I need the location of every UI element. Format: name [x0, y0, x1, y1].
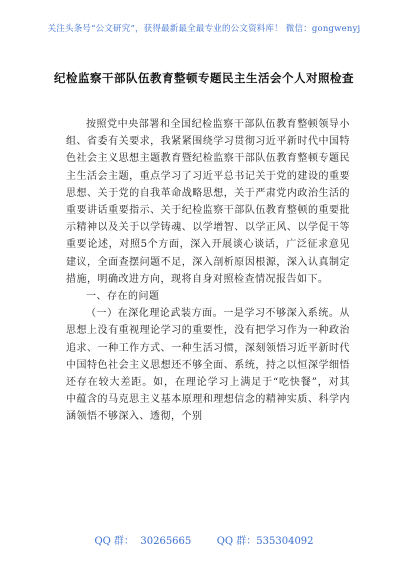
document-title: 纪检监察干部队伍教育整顿专题民主生活会个人对照检查	[54, 71, 354, 85]
section-heading-problems: 一、存在的问题	[86, 291, 160, 303]
promo-banner: 关注头条号“公文研究”，获得最新最全最专业的公文资料库！ 微信：gongwenyj	[47, 24, 361, 34]
subsection-text: 一是学习不够深入系统。从思想上没有重视理论学习的重要性，没有把学习作为一种政治追求、一种工作方式、一种生活习惯，深刻领悟习近平新时代中国特色社会主义思想还不够全面、系统，持之以恒深学细悟还存在较大差距。如，在理论学习上满足于“吃快餐”，对其中蕴含的马克思主义基本原理和理想信念的精神实质、科学内涵领悟不够深入、透彻，个别	[66, 308, 350, 423]
document-body	[66, 116, 350, 426]
footer-qq-groups: QQ 群： 30265665 QQ 群：535304092	[94, 536, 314, 547]
subsection-theory	[66, 305, 350, 425]
intro-paragraph: 按照党中央部署和全国纪检监察干部队伍教育整顿领导小组、省委有关要求，我紧紧围绕学习贯彻习近平新时代中国特色社会主义思想主题教育暨纪检监察干部队伍教育整顿专题民主生活会主题，重点学习了习近平总书记关于党的建设的重要思想、关于党的自我革命战略思想，关于严肃党内政治生活的重要讲话重要指示、关于纪检监察干部队伍教育整顿的重要批示精神以及关于以学铸魂、以学增智、以学正风、以学促干等重要论述，对照5个方面，深入开展谈心谈话，广泛征求意见建议，全面查摆问题不足，深入剖析原因根源，深入认真制定措施，明确改进方向，现将自身对照检查情况报告如下。	[66, 119, 350, 285]
subsection-lead: （一）在深化理论武装方面。	[86, 308, 224, 320]
